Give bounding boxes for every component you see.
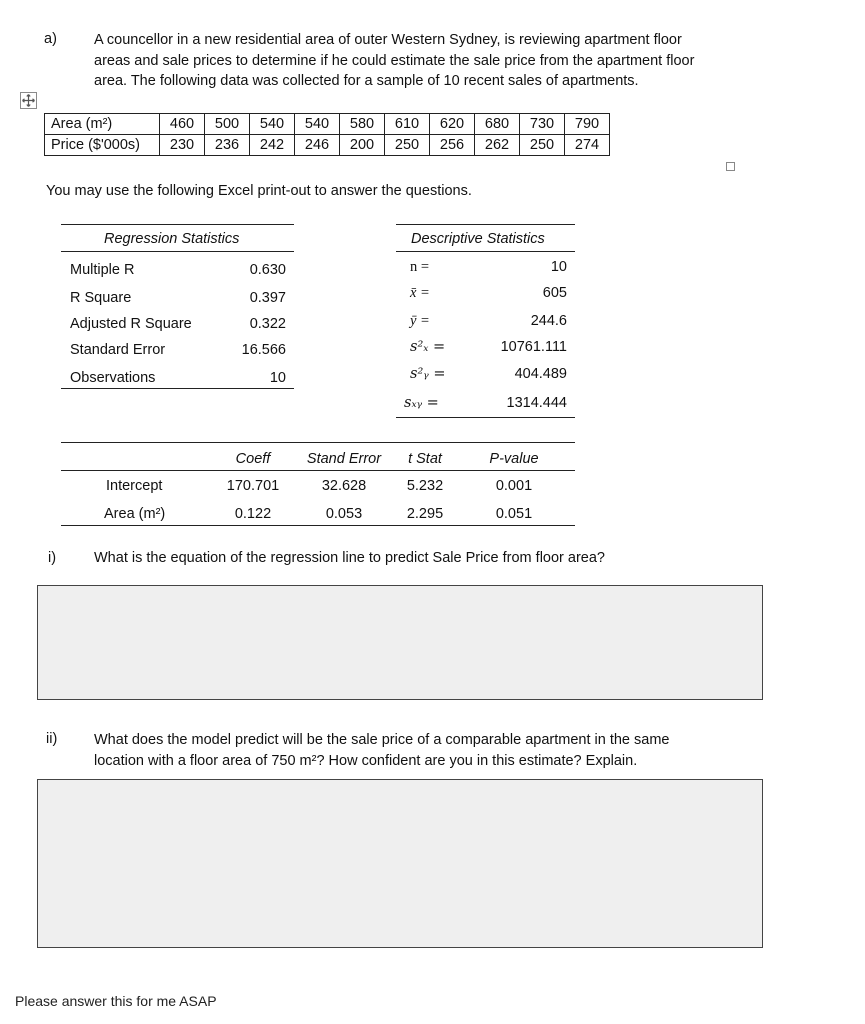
desc-label: x̄ = <box>410 285 430 301</box>
price-row-label: Price ($'000s) <box>45 135 160 156</box>
regression-statistics-heading: Regression Statistics <box>104 231 240 247</box>
area-cell: 500 <box>205 114 250 135</box>
reg-value: 0.322 <box>249 316 286 332</box>
reg-value: 10 <box>269 370 286 386</box>
reg-value: 0.630 <box>249 262 286 278</box>
coef-mid-rule <box>61 470 575 471</box>
reg-label: Multiple R <box>70 262 135 278</box>
coef-cell: 0.053 <box>325 506 363 522</box>
data-table <box>44 113 610 156</box>
reg-label: Standard Error <box>70 342 166 358</box>
desc-value: 10 <box>550 259 567 275</box>
question-a-line-1: A councellor in a new residential area of outer Western Sydney, is reviewing apartment floor <box>94 32 682 48</box>
instruction-text: You may use the following Excel print-out to answer the questions. <box>46 183 472 199</box>
area-cell: 540 <box>250 114 295 135</box>
coef-cell: 5.232 <box>406 478 444 494</box>
answer-box-ii[interactable] <box>37 779 763 948</box>
area-cell: 620 <box>430 114 475 135</box>
desc-label: s²ₓ = <box>410 339 446 355</box>
reg-value: 16.566 <box>241 342 286 358</box>
coef-cell: 0.001 <box>495 478 533 494</box>
price-cell: 242 <box>250 135 295 156</box>
coef-header: Stand Error <box>306 451 382 467</box>
price-cell: 236 <box>205 135 250 156</box>
price-cell: 274 <box>565 135 610 156</box>
area-cell: 580 <box>340 114 385 135</box>
question-a-line-2: areas and sale prices to determine if he could estimate the sale price from the apartment floor <box>94 52 695 69</box>
desc-label: s²ᵧ = <box>410 366 446 382</box>
footer-note: Please answer this for me ASAP <box>15 993 217 1009</box>
reg-label: R Square <box>70 290 132 306</box>
question-i-label: i) <box>48 550 57 566</box>
desc-top-rule <box>396 224 575 225</box>
coef-header: t Stat <box>408 451 442 467</box>
area-row <box>45 114 610 135</box>
coef-bottom-rule <box>61 525 575 526</box>
reg-label: Observations <box>70 370 156 386</box>
price-cell: 230 <box>160 135 205 156</box>
question-a-text <box>94 30 694 92</box>
area-cell: 790 <box>565 114 610 135</box>
question-i-text: What is the equation of the regression line to predict Sale Price from floor area? <box>94 550 605 566</box>
coef-row-label: Intercept <box>106 478 163 494</box>
price-row <box>45 135 610 156</box>
coef-header: Coeff <box>235 451 271 467</box>
desc-bottom-rule <box>396 417 575 418</box>
price-cell: 200 <box>340 135 385 156</box>
area-cell: 610 <box>385 114 430 135</box>
question-a-label: a) <box>44 31 57 47</box>
descriptive-statistics-heading: Descriptive Statistics <box>411 231 545 247</box>
desc-label: ȳ = <box>410 313 430 329</box>
desc-value: 244.6 <box>530 313 567 329</box>
area-cell: 680 <box>475 114 520 135</box>
desc-value: 605 <box>542 285 567 301</box>
reg-value: 0.397 <box>249 290 286 306</box>
question-ii-label: ii) <box>46 731 58 747</box>
coef-header: P-value <box>489 451 539 467</box>
coef-cell: 170.701 <box>226 478 280 494</box>
reg-mid-rule <box>61 251 294 252</box>
area-cell: 460 <box>160 114 205 135</box>
price-cell: 262 <box>475 135 520 156</box>
area-cell: 540 <box>295 114 340 135</box>
question-ii-text <box>94 730 669 771</box>
resize-handle-icon[interactable] <box>726 162 735 171</box>
desc-mid-rule <box>396 251 575 252</box>
price-cell: 250 <box>385 135 430 156</box>
answer-box-i[interactable] <box>37 585 763 700</box>
price-cell: 256 <box>430 135 475 156</box>
reg-top-rule <box>61 224 294 225</box>
coef-cell: 0.122 <box>234 506 272 522</box>
desc-value: 404.489 <box>514 366 567 382</box>
move-arrows-icon[interactable] <box>20 92 37 109</box>
question-ii-line-2: location with a floor area of 750 m²? How confident are you in this estimate? Explain. <box>94 752 638 769</box>
question-ii-line-1: What does the model predict will be the sale price of a comparable apartment in the same <box>94 732 670 748</box>
coef-cell: 2.295 <box>406 506 444 522</box>
reg-bottom-rule <box>61 388 294 389</box>
area-cell: 730 <box>520 114 565 135</box>
desc-label: sₓᵧ = <box>404 395 439 411</box>
price-cell: 246 <box>295 135 340 156</box>
question-a-line-3: area. The following data was collected for a sample of 10 recent sales of apartments. <box>94 73 639 89</box>
coef-top-rule <box>61 442 575 443</box>
coef-row-label: Area (m²) <box>104 506 166 522</box>
desc-value: 10761.111 <box>500 339 567 355</box>
area-row-label: Area (m²) <box>45 114 160 135</box>
price-cell: 250 <box>520 135 565 156</box>
desc-label: n = <box>410 259 430 275</box>
coef-cell: 32.628 <box>321 478 367 494</box>
desc-value: 1314.444 <box>506 395 567 411</box>
reg-label: Adjusted R Square <box>70 316 192 332</box>
coef-cell: 0.051 <box>495 506 533 522</box>
